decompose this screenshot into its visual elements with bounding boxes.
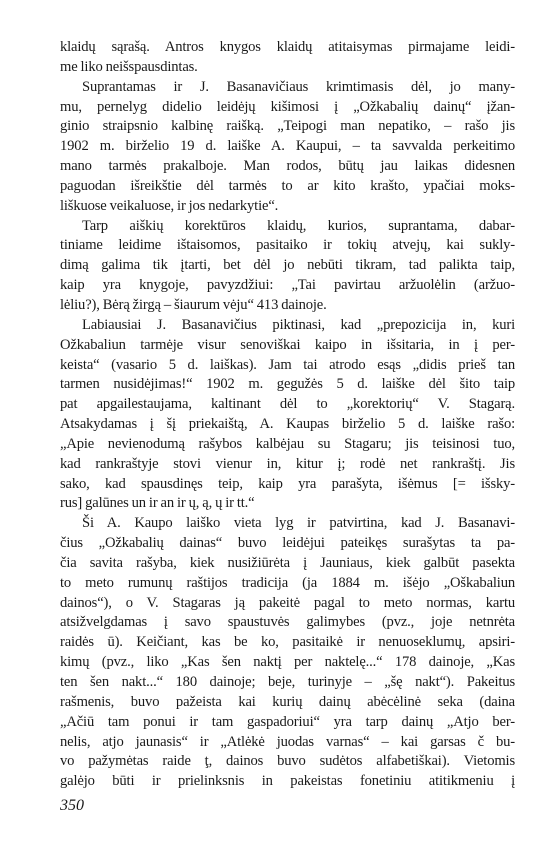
paragraph-first-line: Suprantamas ir J. Basanavičiaus krimtimasis dėl, jo many-: [82, 78, 515, 95]
body-text-line: paguodan išreikštie dėl tarmės to ar kito krašto, ypačiai moks-: [60, 177, 515, 194]
body-text-line: dimą galima tik įtarti, bet dėl jo nebūti tikram, tad palikta taip,: [60, 257, 515, 274]
body-text-line: Ožkabaliun tarmėje visur senoviškai kaipo in išsitaria, in į per-: [60, 336, 515, 353]
body-text-line: klaidų sąrašą. Antros knygos klaidų atitaisymas pirmajame leidi-: [60, 39, 515, 55]
body-text-line: galėjo būti ir prielinksnis in pakeistas fonetiniu atitikmeniu į: [60, 773, 515, 790]
body-text-line: tiniame leidime ištaisomos, pasitaiko ir tokių atvejų, kai sukly-: [60, 237, 515, 254]
body-text-line: Atsakydamas į šį priekaištą, A. Kaupas birželio 5 d. laiške rašo:: [60, 416, 515, 433]
body-text-line: nelis, atjo jaunasis“ ir „Atlėkė juodas varnas“ – kai garsas č bu-: [60, 733, 515, 750]
body-text-line: liškuose veikaluose, ir jos nedarkytie“.: [60, 197, 279, 214]
paragraph-first-line: Tarp aiškių korektūros klaidų, kurios, suprantama, dabar-: [82, 217, 515, 234]
body-text-line: raidės ū). Keičiant, kas be ko, pasitaikė ir nenuoseklumų, apsiri-: [60, 634, 515, 651]
paragraph-first-line: Ši A. Kaupo laiško vieta lyg ir patvirtina, kad J. Basanavi-: [82, 515, 515, 532]
body-text-line: kad rankraštyje stovi vienur in, kitur į; rodė net rankraštį. Jis: [60, 455, 515, 472]
body-text-line: mano tarmės prakalboje. Man rodos, būtų jau laikas didesnen: [60, 158, 515, 175]
body-text-line: tarmen nusidėjimas!“ 1902 m. gegužės 5 d. laiške dėl šito taip: [60, 376, 515, 393]
body-text-line: ginio straipsnio kalbinę raišką. „Teipogi man nepatiko, – rašo jis: [60, 118, 515, 135]
document-page: [60, 38, 515, 792]
body-text-line: sako, kad spausdinęs teip, kaip yra parašyta, išėmus [= išsky-: [60, 475, 515, 492]
body-text-line: mu, pernelyg didelio leidėjų kišimosi į „Ožkabalių dainų“ įžan-: [60, 98, 515, 115]
body-text-line: ten šen nakt...“ 180 dainoje; beje, turinyje – „šę nakt“). Pakeitus: [60, 674, 515, 690]
body-text-line: 1902 m. birželio 19 d. laiške A. Kaupui, – ta savvalda perkeitimo: [60, 138, 515, 155]
body-text-line: dainos“), o V. Stagaras ją pakeitė pagal to meto normas, kartu: [60, 594, 515, 611]
body-text-line: lėliu?), Bėrą žirgą – šiaurum vėju“ 413 dainoje.: [60, 296, 327, 313]
body-text-line: vo pažymėtas raide ţ, dainos buvo sudėtos alfabetiškai). Vietomis: [60, 753, 515, 770]
body-text-line: to meto rumunų raštijos tradicija (ja 1884 m. išėjo „Oškabaliun: [60, 574, 515, 591]
body-text-line: rašmenis, buvo pažeista kai kurių dainų abėcėlinė seka (daina: [60, 693, 515, 710]
body-text-line: kaip yra knygoje, pavyzdžiui: „Tai pavirtau aržuolėlin (aržuo-: [60, 277, 515, 294]
body-text-line: rus] galūnes un ir an ir ų, ą, ų ir tt.“: [60, 495, 255, 512]
body-text-line: kimų (pvz., liko „Kas šen naktį per naktelę...“ 178 dainoje, „Kas: [60, 654, 515, 671]
paragraph-first-line: Labiausiai J. Basanavičius piktinasi, kad „prepozicija in, kuri: [82, 316, 515, 333]
body-text-line: „Apie nevienodumą rašybos kalbėjau su Stagaru; jis teisinosi tuo,: [60, 435, 515, 452]
page-number: 350: [60, 797, 84, 814]
body-text-line: me liko neišspausdintas.: [60, 58, 198, 75]
body-text-line: atsižvelgdamas į savo spaustuvės galimybes (pvz., joje netnrėta: [60, 614, 515, 631]
body-text-line: čia savita rašyba, kiek nusižiūrėta į Jauniaus, kiek galbūt pasekta: [60, 554, 515, 571]
body-text-line: keista“ (vasario 5 d. laiškas). Jam tai atrodo esąs „didis prieš tan: [60, 356, 515, 373]
body-text-line: čius „Ožkabalių dainas“ buvo leidėjui pateikęs surašytas ta pa-: [60, 535, 515, 552]
body-text-line: pat apgailestaujama, kaltinant dėl to „korektorių“ V. Stagarą.: [60, 396, 515, 413]
body-text-line: „Ačiū tam ponui ir tam gaspadoriui“ yra tarp dainų „Atjo ber-: [60, 713, 515, 730]
